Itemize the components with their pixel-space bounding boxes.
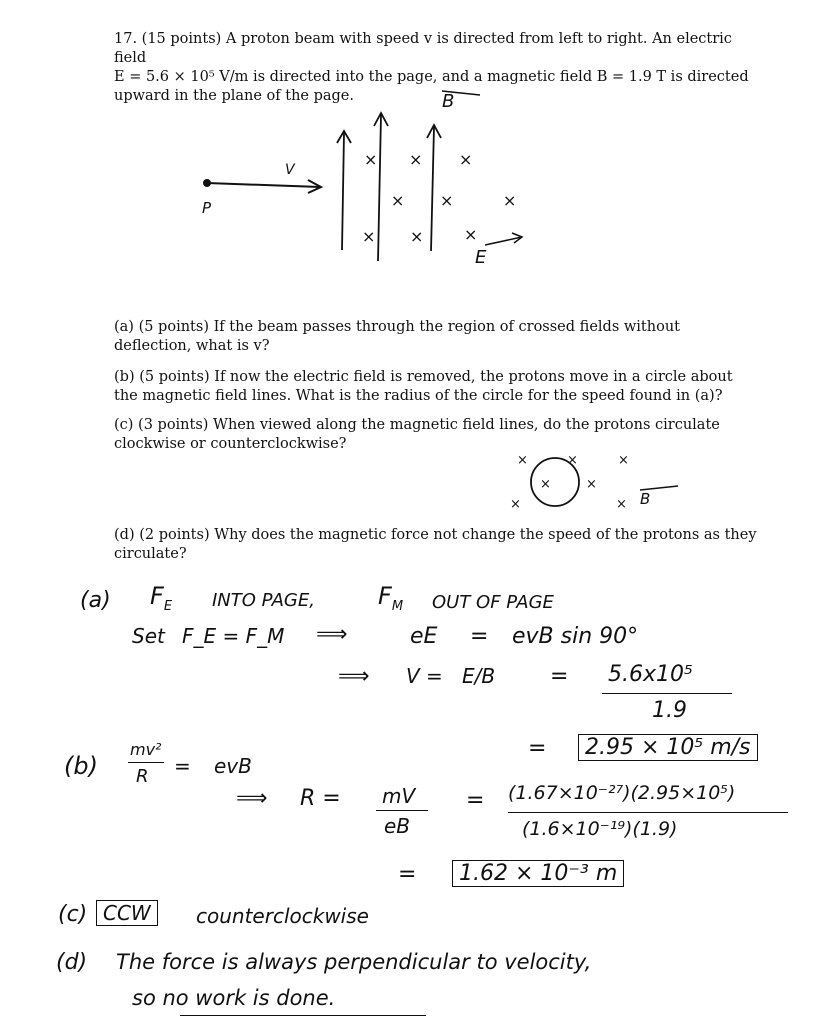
e-label: E [475,247,487,268]
cross-4: × [391,191,405,210]
magnetic-force-expr: evB sin 90° [512,624,639,649]
sketch-b-arrow [640,486,678,490]
solution-d-label: (d) [56,950,88,975]
cross-5: × [440,191,454,210]
force-e-letter: F [150,582,164,610]
out-of-page-text: OUT OF PAGE [432,592,554,613]
implies-arrow-1: ⟹ [316,622,348,647]
statement-text-1: A proton beam with speed v is directed from left to right. An electric field [114,31,732,66]
cross-2: × [409,150,423,169]
ccw-circle-sketch [500,446,690,516]
equals-sign-5: = [466,788,485,813]
r-equals: R = [300,786,341,811]
field-crosses [362,150,516,246]
statement-line-3: upward in the plane of the page. [114,88,354,104]
sketch-b-label: B [640,490,651,508]
answer-d-line-1: The force is always perpendicular to velocity, [116,950,592,974]
cross-3: × [459,150,473,169]
centripetal-denominator: R [136,766,149,787]
centripetal-numerator: mv² [130,740,162,759]
b-label: B [442,91,455,112]
answer-d-line-2: so no work is done. [132,986,336,1010]
equals-sign-6: = [398,862,417,887]
answer-b-box: 1.62 × 10⁻³ m [452,860,624,887]
sketch-cross-3: × [618,453,629,468]
cross-6: × [503,191,517,210]
solution-c-label: (c) [58,902,88,927]
velocity-denominator: 1.9 [652,698,687,723]
implies-arrow-2: ⟹ [338,664,370,689]
proton-label: P [202,199,212,217]
solution-a-label: (a) [80,588,111,613]
problem-number: 17. [114,31,138,47]
b-line-1 [342,133,344,250]
equals-sign-1: = [470,624,489,649]
cross-9: × [464,225,478,244]
question-c: (c) (3 points) When viewed along the magnetic field lines, do the protons circulate clockwise or counterclockwise? [114,417,720,452]
velocity-numerator: 5.6x10⁵ [608,662,693,687]
statement-line-2: E = 5.6 × 10⁵ V/m is directed into the page, and a magnetic field B = 1.9 T is directed [114,69,749,85]
sketch-cross-2: × [567,453,578,468]
question-b: (b) (5 points) If now the electric field is removed, the protons move in a circle about the magnetic field lines. What is the radius of the circle for the speed found in (a)? [114,369,733,404]
sketch-crosses [510,453,629,512]
magnetic-force-b: evB [214,754,252,778]
b-field-lines [337,113,441,261]
sketch-cross-1: × [517,453,528,468]
answer-c-box: CCW [96,900,158,926]
force-equality: F_E = F_M [182,624,285,648]
b-line-2 [378,115,381,261]
radius-numerator: mV [382,784,416,808]
cross-7: × [362,227,376,246]
equals-sign-2: = [550,664,569,689]
field-diagram [180,85,560,275]
velocity-fraction-bar [602,693,732,694]
radius-fraction-bar [376,810,428,811]
radius-den-values: (1.6×10⁻¹⁹)(1.9) [522,818,678,840]
sketch-cross-5: × [586,477,597,492]
answer-a-box: 2.95 × 10⁵ m/s [578,734,758,761]
cross-1: × [364,150,378,169]
solution-b-label: (b) [64,752,98,780]
radius-values-fraction-bar [508,812,788,813]
into-page-text: INTO PAGE, [212,590,315,611]
counterclockwise-text: counterclockwise [196,904,369,928]
b-line-3 [431,127,434,251]
force-magnetic-symbol [378,582,403,614]
equals-sign-4: = [174,754,191,778]
force-m-subscript: M [391,598,404,614]
radius-denominator: eB [384,814,411,838]
velocity-arrow [207,183,320,187]
question-d: (d) (2 points) Why does the magnetic force not change the speed of the protons as they circulate? [114,527,757,562]
centripetal-fraction-bar [128,762,164,763]
implies-arrow-3: ⟹ [236,786,268,811]
question-a: (a) (5 points) If the beam passes through the region of crossed fields without deflection, what is v? [114,319,680,354]
radius-num-values: (1.67×10⁻²⁷)(2.95×10⁵) [508,782,736,804]
force-electric-symbol [150,582,172,614]
answer-d-underline [180,1015,426,1016]
sketch-cross-7: × [616,497,627,512]
electric-force-expr: eE [410,624,438,649]
force-m-letter: F [378,582,392,610]
sketch-cross-6: × [510,497,521,512]
set-text: Set [132,624,165,648]
sketch-cross-4: × [540,477,551,492]
velocity-label: V [285,162,295,178]
equals-sign-3: = [528,736,547,761]
e-over-b: E/B [462,664,496,688]
statement-line-1 [114,30,759,68]
v-equals: V = [406,664,443,688]
force-e-subscript: E [163,598,173,614]
problem-points: (15 points) [141,31,222,47]
cross-8: × [410,227,424,246]
